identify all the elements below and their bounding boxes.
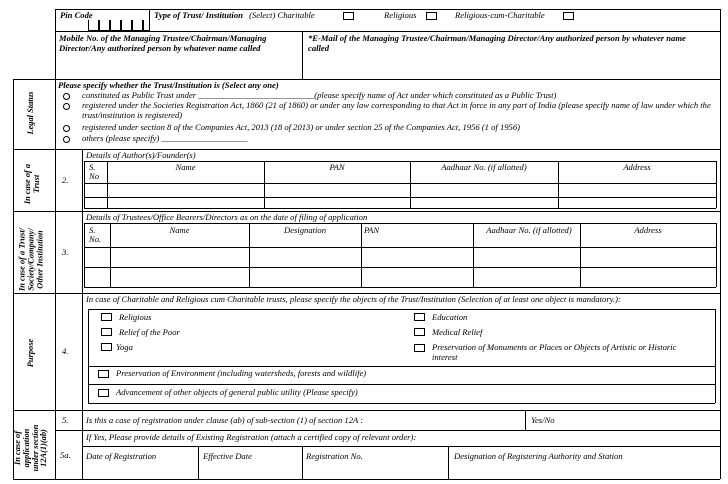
option-religious-cum-charitable: Religious-cum-Charitable: [455, 10, 545, 20]
reg-col-registration-no: Registration No.: [306, 451, 363, 461]
legal-status-label: Legal Status: [26, 91, 35, 135]
object-relief-of-poor: Relief of the Poor: [119, 327, 180, 337]
object-advancement: Advancement of other objects of general public utility (Please specify): [116, 387, 358, 397]
reg-col-date: Date of Registration: [86, 451, 157, 461]
trust-type-hint: (Select): [249, 10, 276, 20]
purpose-intro: In case of Charitable and Religious cum Charitable trusts, please specify the objects of the Trust/Institution (Selection of at least one object is mandatory.):: [86, 294, 621, 304]
legal-option-public-trust-radio[interactable]: [63, 93, 70, 100]
registration-section-label: In case of application under section 12A(1)(ab): [13, 424, 49, 472]
object-education: Education: [432, 312, 468, 322]
q5-number: 5.: [62, 415, 69, 425]
legal-option-others: others (please specify) ____________________: [82, 133, 248, 143]
object-yoga: Yoga: [116, 342, 133, 352]
pin-code-label: Pin Code: [60, 10, 93, 20]
trust-section-label: In case of a Trust: [23, 163, 41, 205]
q5-text: Is this a case of registration under clause (ab) of sub-section (1) of section 12A :: [86, 415, 364, 425]
religious-object-checkbox[interactable]: [101, 313, 112, 321]
trust-section-number: 2.: [62, 175, 69, 185]
reg-col-authority: Designation of Registering Authority and Station: [454, 451, 623, 461]
society-section-title: Details of Trustees/Office Bearers/Directors as on the date of filing of application: [86, 212, 368, 222]
legal-option-others-radio[interactable]: [63, 136, 70, 143]
legal-option-public-trust: constituted as Public Trust under ___________________________(please specify name of Act under which constituted as a Public Trust): [82, 90, 557, 100]
society-section-number: 3.: [62, 247, 69, 257]
advancement-object-checkbox[interactable]: [98, 389, 109, 397]
trust-type-row: [154, 11, 315, 21]
option-charitable: Charitable: [277, 10, 315, 20]
society-section-label: In case of a Trust/ Society/Company/ Other Institution: [17, 228, 45, 291]
trust-type-label: Type of Trust/ Institution: [154, 10, 243, 20]
medical-object-checkbox[interactable]: [414, 328, 425, 336]
legal-option-company: registered under section 8 of the Companies Act, 2013 (18 of 2013) or under section 25 of the Companies Act, 1956 (1 of 1956): [82, 122, 520, 132]
religious-checkbox[interactable]: [426, 12, 437, 20]
trustees-col-address: Address: [634, 225, 662, 235]
trustees-col-designation: Designation: [283, 225, 326, 235]
q5a-text: If Yes, Please provide details of Existing Registration (attach a certified copy of relevant order):: [86, 432, 417, 442]
reg-col-effective-date: Effective Date: [203, 451, 252, 461]
purpose-section-number: 4.: [62, 346, 69, 356]
authors-col-pan: PAN: [329, 162, 345, 172]
object-religious: Religious: [119, 312, 152, 322]
object-medical-relief: Medical Relief: [432, 327, 483, 337]
trustees-col-name: Name: [169, 225, 190, 235]
legal-option-society: registered under the Societies Registration Act, 1860 (21 of 1860) or under any law corresponding to that Act in force in any part of India (please specify name of law under which the trust/institution is registered): [82, 100, 711, 120]
object-monuments: Preservation of Monuments or Places or Objects of Artistic or Historic interest: [432, 342, 677, 362]
education-object-checkbox[interactable]: [414, 313, 425, 321]
legal-status-prompt: Please specify whether the Trust/Institution is (Select any one): [58, 80, 279, 90]
authors-col-address: Address: [623, 162, 651, 172]
trustees-col-pan: PAN: [364, 225, 380, 235]
authors-col-aadhaar: Aadhaar No. (if allotted): [441, 162, 527, 172]
q5-answer[interactable]: Yes/No: [531, 415, 555, 425]
email-label: *E-Mail of the Managing Trustee/Chairman/Managing Director/Any authorized person by whatever name called: [308, 33, 686, 53]
yoga-object-checkbox[interactable]: [101, 343, 112, 351]
option-religious: Religious: [384, 10, 417, 20]
monuments-object-checkbox[interactable]: [414, 344, 425, 352]
religious-cum-charitable-checkbox[interactable]: [563, 12, 574, 20]
purpose-section-label: Purpose: [26, 338, 35, 368]
charitable-checkbox[interactable]: [343, 12, 354, 20]
relief-object-checkbox[interactable]: [101, 328, 112, 336]
legal-option-company-radio[interactable]: [63, 125, 70, 132]
trustees-col-aadhaar: Aadhaar No. (if allotted): [486, 225, 572, 235]
object-environment: Preservation of Environment (including watersheds, forests and wildlife): [116, 368, 367, 378]
authors-col-sno: S. No: [89, 162, 100, 182]
trustees-col-sno: S. No.: [89, 225, 102, 245]
mobile-label: Mobile No. of the Managing Trustee/Chairman/Managing Director/Any authorized person by whatever name called: [59, 33, 267, 53]
environment-object-checkbox[interactable]: [98, 370, 109, 378]
trust-section-title: Details of Author(s)/Founder(s): [86, 150, 196, 160]
legal-option-society-radio[interactable]: [63, 103, 70, 110]
authors-col-name: Name: [175, 162, 196, 172]
q5a-number: 5a.: [60, 450, 71, 460]
